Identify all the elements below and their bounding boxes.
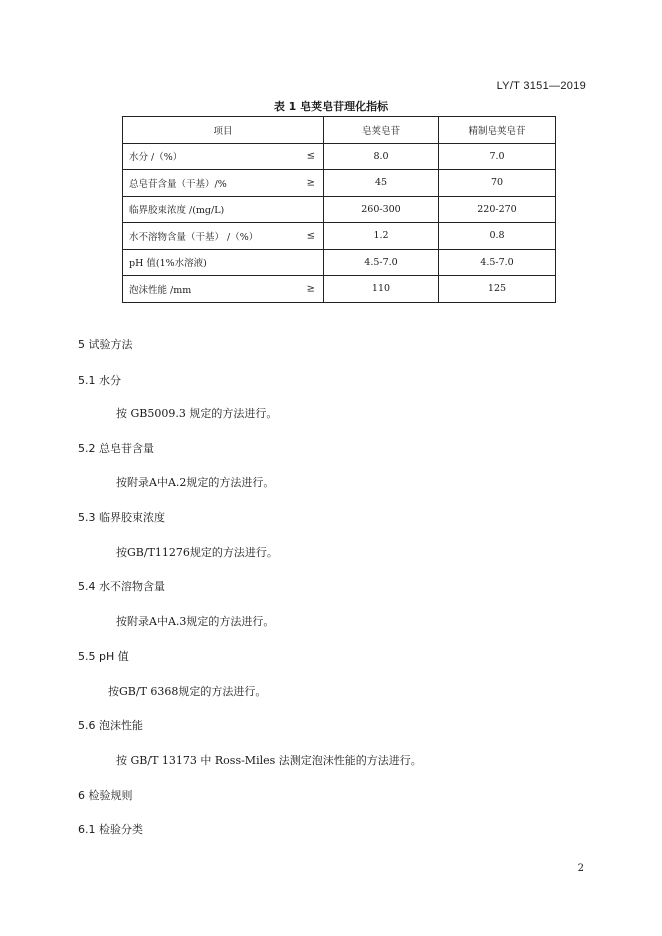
row-item-cell	[123, 196, 324, 223]
section-heading-5: 5 试验方法	[78, 338, 133, 351]
row-value-refined: 7.0	[439, 143, 556, 170]
row-item-label: 总皂苷含量（干基）/%	[129, 178, 227, 190]
comparison-symbol: ≥	[306, 177, 315, 189]
comparison-symbol: ≤	[306, 230, 315, 242]
section-text-5-1: 按 GB5009.3 规定的方法进行。	[116, 407, 278, 420]
row-item-label: 水不溶物含量（干基） /（%）	[129, 231, 259, 243]
section-heading-6: 6 检验规则	[78, 789, 133, 802]
table-row	[123, 223, 556, 250]
spec-table	[122, 116, 556, 303]
section-text-5-3: 按GB/T11276规定的方法进行。	[116, 546, 278, 559]
row-item-cell	[123, 249, 324, 276]
column-header-saponin: 皂荚皂苷	[324, 117, 439, 144]
table-row	[123, 170, 556, 197]
row-value-saponin: 1.2	[324, 223, 439, 250]
section-heading-5-3: 5.3 临界胶束浓度	[78, 511, 165, 524]
section-heading-6-1: 6.1 检验分类	[78, 823, 143, 836]
row-value-refined: 220-270	[439, 196, 556, 223]
table-header-row	[123, 117, 556, 144]
section-heading-5-1: 5.1 水分	[78, 374, 121, 387]
row-item-cell	[123, 143, 324, 170]
row-item-label: 临界胶束浓度 /(mg/L)	[129, 205, 225, 217]
table-row	[123, 143, 556, 170]
row-value-refined: 0.8	[439, 223, 556, 250]
section-heading-5-6: 5.6 泡沫性能	[78, 719, 143, 732]
row-value-saponin: 110	[324, 276, 439, 303]
table-title: 表 1 皂荚皂苷理化指标	[273, 100, 389, 113]
row-item-label: 泡沫性能 /mm	[129, 284, 192, 296]
row-value-refined: 70	[439, 170, 556, 197]
row-item-cell	[123, 170, 324, 197]
row-value-saponin: 4.5-7.0	[324, 249, 439, 276]
standard-code: LY/T 3151—2019	[496, 80, 586, 92]
row-value-saponin: 8.0	[324, 143, 439, 170]
table-row	[123, 249, 556, 276]
row-item-label: 水分 /（%）	[129, 152, 183, 164]
section-heading-5-4: 5.4 水不溶物含量	[78, 580, 165, 593]
section-text-5-5: 按GB/T 6368规定的方法进行。	[108, 685, 267, 698]
section-heading-5-5: 5.5 pH 值	[78, 650, 129, 663]
row-value-saponin: 45	[324, 170, 439, 197]
row-value-refined: 125	[439, 276, 556, 303]
column-header-refined-saponin: 精制皂荚皂苷	[439, 117, 556, 144]
row-item-label: pH 值(1%水溶液)	[129, 258, 207, 270]
section-text-5-4: 按附录A中A.3规定的方法进行。	[116, 615, 275, 628]
comparison-symbol: ≥	[306, 283, 315, 295]
row-value-saponin: 260-300	[324, 196, 439, 223]
table-row	[123, 276, 556, 303]
page-number: 2	[577, 863, 584, 874]
comparison-symbol: ≤	[306, 150, 315, 162]
section-heading-5-2: 5.2 总皂苷含量	[78, 442, 154, 455]
section-text-5-6: 按 GB/T 13173 中 Ross-Miles 法测定泡沫性能的方法进行。	[116, 754, 422, 767]
row-item-cell	[123, 223, 324, 250]
section-text-5-2: 按附录A中A.2规定的方法进行。	[116, 476, 275, 489]
table-row	[123, 196, 556, 223]
row-item-cell	[123, 276, 324, 303]
column-header-item: 项目	[123, 117, 324, 144]
row-value-refined: 4.5-7.0	[439, 249, 556, 276]
